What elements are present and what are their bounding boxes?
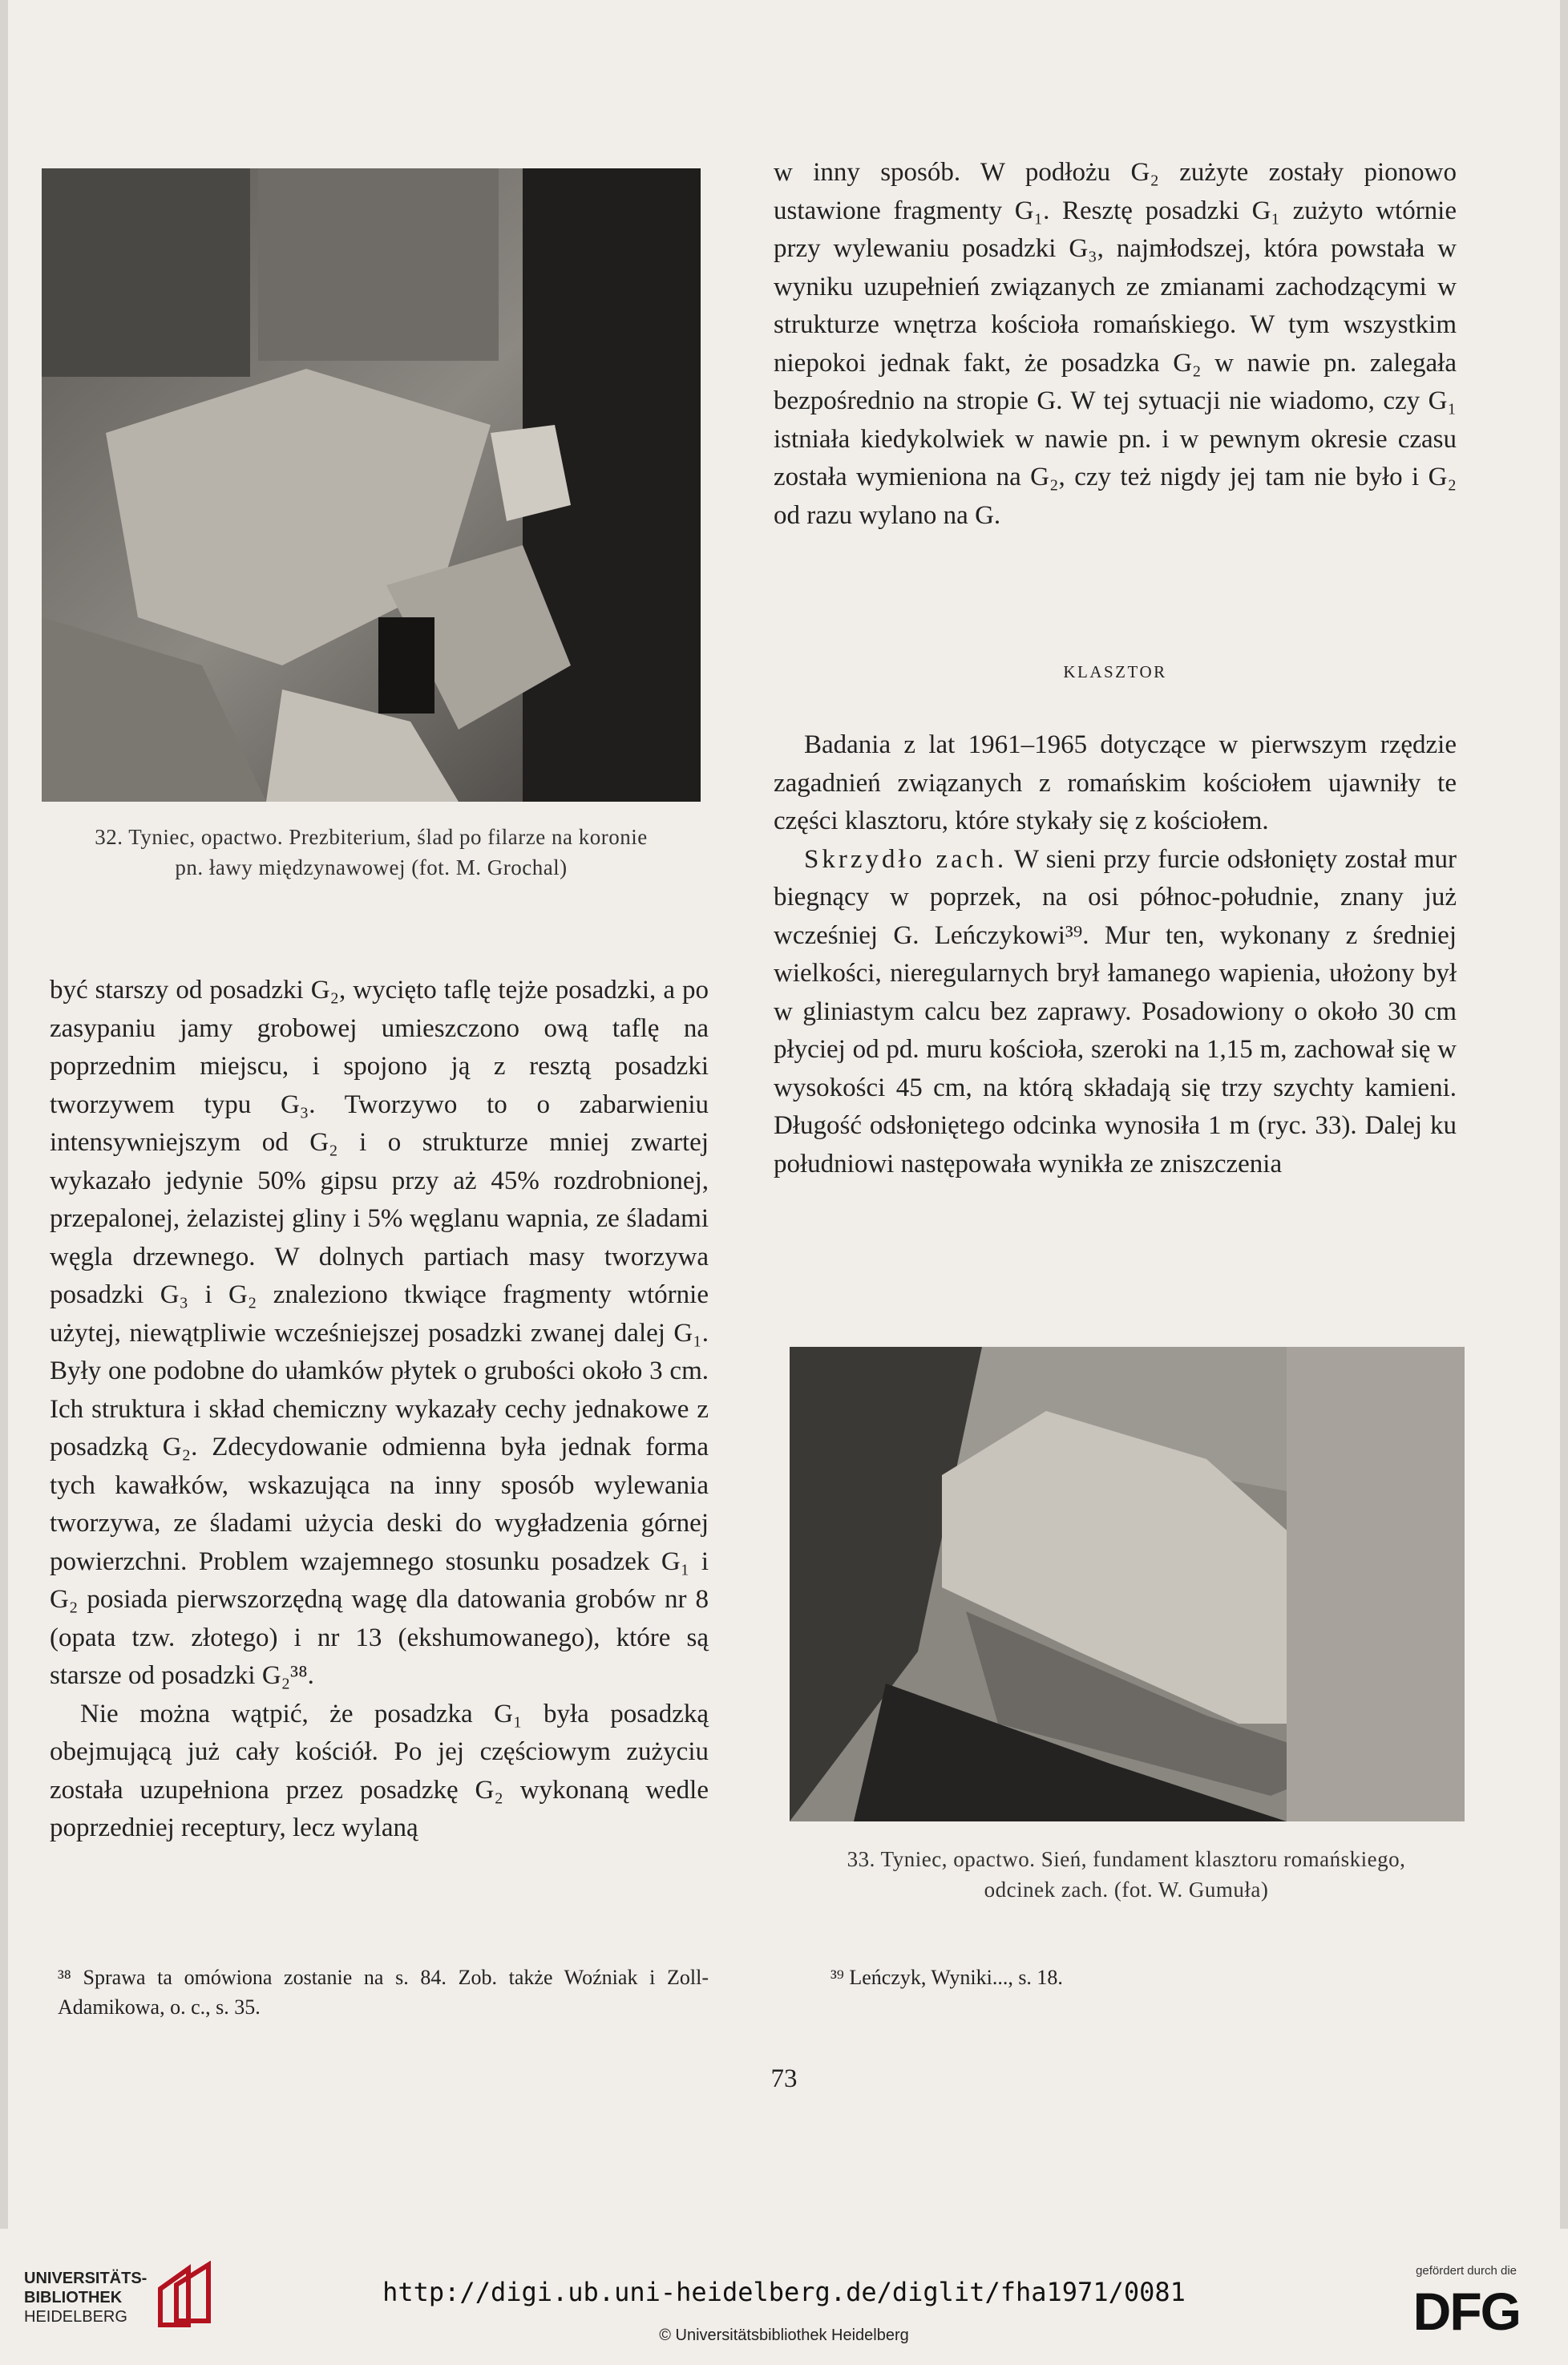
footnote-39: ³⁹ Leńczyk, Wyniki..., s. 18. — [830, 1966, 1063, 1989]
paragraph — [774, 841, 1457, 1184]
figure-32-photo — [42, 168, 701, 802]
library-name-line: UNIVERSITÄTS- — [24, 2270, 148, 2287]
caption-line: odcinek zach. (fot. W. Gumuła) — [984, 1878, 1269, 1902]
dfg-logo: DFG — [1412, 2282, 1520, 2341]
library-name-line: HEIDELBERG — [24, 2308, 127, 2326]
section-lead: Skrzydło zach. — [804, 844, 1008, 874]
paragraph: Badania z lat 1961–1965 dotyczące w pierwszym rzędzie zagadnień związanych z romańskim kościołem ujawniły te części klasztoru, które stykały się z kościołem. — [774, 730, 1457, 835]
library-name-line: BIBLIOTHEK — [24, 2289, 123, 2306]
footnote-38: ³⁸ Sprawa ta omówiona zostanie na s. 84. Zob. także Woźniak i Zoll-Adamikowa, o. c., s. 35. — [58, 1966, 709, 2019]
paragraph: być starszy od posadzki G₂, wycięto taflę tejże posadzki, a po zasypaniu jamy grobowej umieszczono ową taflę na poprzednim miejscu, i spojono ją z resztą posadzki tworzywem typu G₃. Tworzywo to o zabarwieniu intensywniejszym od G₂ i o strukturze mniej zwartej wykazało jedynie 50% gipsu przy aż 45% rozdrobnionej, przepalonej, żelazistej gliny i 5% węglanu wapnia, ze śladami węgla drzewnego. W dolnych partiach masy tworzywa posadzki G₃ i G₂ znaleziono tkwiące fragmenty wtórnie użytej, niewątpliwie wcześniejszej posadzki zwanej dalej G₁. Były one podobne do ułamków płytek o grubości około 3 cm. Ich struktura i skład chemiczny wykazały cechy jednakowe z posadzką G₂. Zdecydowanie odmienna była jednak forma tych kawałków, wskazująca na inny sposób wylewania tworzywa, ze śladami użycia deski do wygładzenia górnej powierzchni. Problem wzajemnego stosunku posadzek G₁ i G₂ posiada pierwszorzędną wagę dla datowania grobów nr 8 (opata tzw. złotego) i nr 13 (ekshumowanego), które są starsze od posadzki G₂³⁸. — [50, 976, 709, 1690]
funding-note: gefördert durch die — [1416, 2264, 1517, 2278]
section-heading: KLASZTOR — [1063, 662, 1167, 681]
paragraph-text: W sieni przy furcie odsłonięty został mur biegnący w poprzek, na osi północ-południe, znany już wcześniej G. Leńczykowi³⁹. Mur ten, wykonany z średniej wielkości, nieregularnych brył łamanego wapienia, ułożony był w gliniastym calcu bez zaprawy. Posadowiony o około 30 cm płyciej od pd. muru kościoła, szeroki na 1,15 m, zachował się w wysokości 45 cm, na którą składają się trzy szychty kamieni. Długość odsłoniętego odcinka wynosiła 1 m (ryc. 33). Dalej ku południowi następowała wynikła ze zniszczenia — [774, 844, 1457, 1178]
copyright-notice: © Universitätsbibliothek Heidelberg — [659, 2327, 909, 2344]
caption-line: 32. Tyniec, opactwo. Prezbiterium, ślad po filarze na koronie — [95, 825, 648, 849]
left-column — [50, 972, 709, 1848]
figure-32-caption — [42, 822, 701, 883]
right-column-bottom — [774, 726, 1457, 1183]
document-url-link[interactable]: http://digi.ub.uni-heidelberg.de/diglit/fha1971/0081 — [382, 2277, 1186, 2307]
page-number: 73 — [770, 2064, 798, 2093]
right-column-top — [774, 154, 1457, 535]
figure-33-caption — [774, 1844, 1479, 1905]
caption-line: pn. ławy międzynawowej (fot. M. Grochal) — [175, 855, 568, 879]
caption-line: 33. Tyniec, opactwo. Sień, fundament klasztoru romańskiego, — [847, 1847, 1406, 1871]
paragraph: w inny sposób. W podłożu G₂ zużyte zostały pionowo ustawione fragmenty G₁. Resztę posadzki G₁ zużyto wtórnie przy wylewaniu posadzki G₃, najmłodszej, która powstała w wyniku uzupełnień związanych ze zmianami zachodzącymi w strukturze wnętrza kościoła romańskiego. W tym wszystkim niepokoi jednak fakt, że posadzka G₂ w nawie pn. zalegała bezpośrednio na stropie G. W tej sytuacji nie wiadomo, czy G₁ istniała kiedykolwiek w nawie pn. i w pewnym okresie czasu została wymieniona na G₂, czy też nigdy jej tam nie było i G₂ od razu wylano na G. — [774, 158, 1457, 530]
paragraph: Nie można wątpić, że posadzka G₁ była posadzką obejmującą już cały kościół. Po jej częściowym zużyciu została uzupełniona przez posadzkę G₂ wykonaną wedle poprzedniej receptury, lecz wylaną — [50, 1699, 709, 1842]
document-page — [8, 0, 1560, 2229]
figure-33-photo — [790, 1347, 1465, 1821]
footer-bar — [0, 2229, 1568, 2365]
